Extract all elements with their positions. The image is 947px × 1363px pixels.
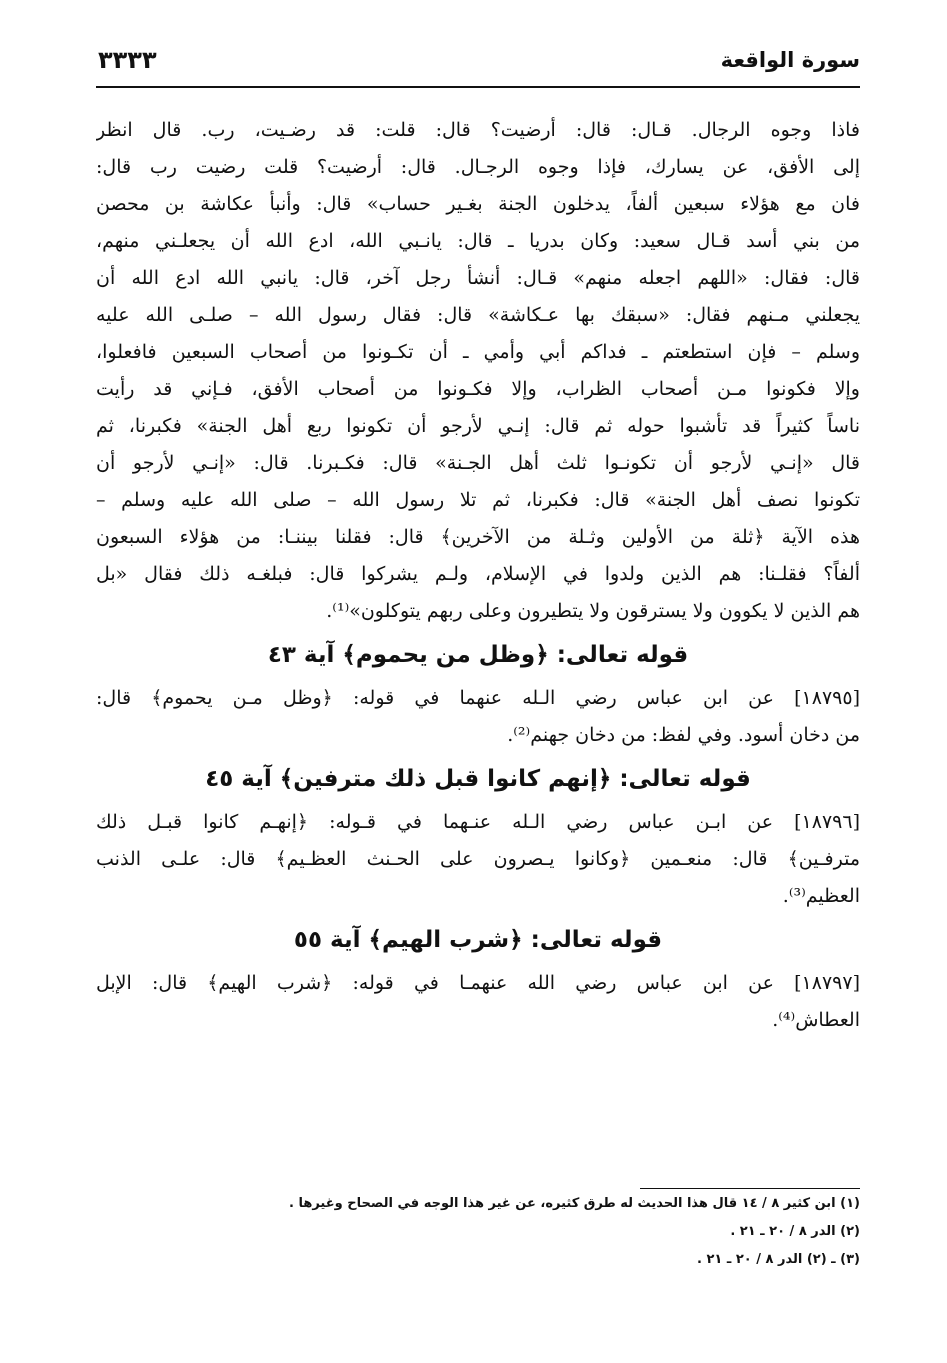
text-line: فان مع هؤلاء سبعين ألفاً، يدخلون الجنة بغـير حساب» قال: وأنبأ عكاشة بن محصن [96, 193, 860, 215]
text-line: قال «إنـي لأرجو أن تكونـوا ثلث أهل الجـنة» قال: فكـبرنا. قال: «إنـي لأرجو أن [96, 452, 860, 474]
text-line: هذه الآية ﴿ثلة من الأولين وثـلة من الآخرين﴾ قال: فقلنا بيننـا: من هؤلاء السبعون [96, 526, 860, 548]
footnotes [96, 1188, 860, 1273]
paragraph-hadith [96, 112, 860, 630]
text-line: وإلا فكونوا مـن أصحاب الظراب، وإلا فكـونوا من أصحاب الأفق، فـإني قد رأيت [96, 378, 860, 400]
text-line: إلى الأفق، عن يسارك، فإذا وجوه الرجـال. قال: أرضيت؟ قلت رضيت رب قال: [96, 156, 860, 178]
text-line: [١٨٧٩٦] عن ابـن عباس رضي الـله عنـهما في قـوله: ﴿إنهـم كانوا قبـل ذلك [96, 811, 860, 833]
text-line: من دخان أسود. وفي لفظ: من دخان جهنم⁽²⁾. [507, 724, 860, 746]
text-line: وسلم – فإن استطعتم ـ فداكم أبي وأمي ـ أن تكـونوا من أصحاب السبعين فافعلوا، [96, 341, 860, 363]
text-line: من بني أسد قـال سعيد: وكان بدريا ـ قال: يانـبي الله، ادع الله أن يجعلـني منهم، [96, 230, 860, 252]
text-line: فاذا وجوه الرجال. قـال: قال: أرضيت؟ قال: قلت: قد رضـيت، رب. قال انظر [96, 119, 860, 141]
section-heading-45: قوله تعالى: ﴿إنهم كانوا قبل ذلك مترفين﴾ آية ٤٥ [205, 766, 751, 792]
text-line: العظيم⁽³⁾. [782, 885, 860, 907]
footnote-2: (٢) الدر ٨ / ٢٠ ـ ٢١ . [730, 1224, 860, 1239]
footnote-1: (١) ابن كثير ٨ / ١٤ قال هذا الحديث له طرق كثيره، عن غير هذا الوجه في الصحاح وغيرها . [288, 1196, 860, 1211]
text-line: يجعلني مـنهم فقال: «سبقك بها عـكاشة» قال: فقال رسول الله – صلـى الله عليه [96, 304, 860, 326]
text-line: العطاش⁽⁴⁾. [772, 1009, 860, 1031]
section-heading-43: قوله تعالى: ﴿وظل من يحموم﴾ آية ٤٣ [267, 642, 689, 668]
text-line: [١٨٧٩٧] عن ابن عباس رضي الله عنهمـا في قوله: ﴿شرب الهيم﴾ قال: الإبل [96, 972, 860, 994]
sura-title: سورة الواقعة [720, 48, 860, 72]
text-line: تكونوا نصف أهل الجنة» قال: فكبرنا، ثم تلا رسول الله – صلى الله عليه وسلم – [96, 489, 860, 511]
text-line: [١٨٧٩٥] عن ابن عباس رضي الـله عنهما في قوله: ﴿وظل مـن يحموم﴾ قال: [96, 687, 860, 709]
main-text [96, 112, 860, 1039]
text-line: قال: فقال: «اللهم اجعله منهم» قـال: أنشأ رجل آخر، قال: يانبي الله ادع الله أن [96, 267, 860, 289]
paragraph-18796 [96, 804, 860, 915]
page-number: ٣٣٣٣ [98, 46, 157, 74]
paragraph-18795 [96, 680, 860, 754]
text-line: مترفـين﴾ قال: منعـمين ﴿وكانوا يـصرون على الحـنث العظـيم﴾ قال: علـى الذنب [96, 848, 860, 870]
text-line: ناساً كثيراً قد تأشبوا حوله ثم قال: إنـي لأرجو أن تكونوا ربع أهل الجنة» فكبرنا، ثم [96, 415, 860, 437]
section-heading-55: قوله تعالى: ﴿شرب الهيم﴾ آية ٥٥ [293, 927, 663, 953]
text-line: هم الذين لا يكوون ولا يسترقون ولا يتطيرون وعلى ربهم يتوكلون»⁽¹⁾. [326, 600, 860, 622]
paragraph-18797 [96, 965, 860, 1039]
footnote-3: (٣) ـ (٢) الدر ٨ / ٢٠ ـ ٢١ . [696, 1252, 860, 1267]
page-header [96, 42, 860, 88]
text-line: ألفاً؟ فقلـنا: هم الذين ولدوا في الإسلام، ولـم يشركوا قال: فبلغـه ذلك فقال «بل [96, 563, 860, 585]
